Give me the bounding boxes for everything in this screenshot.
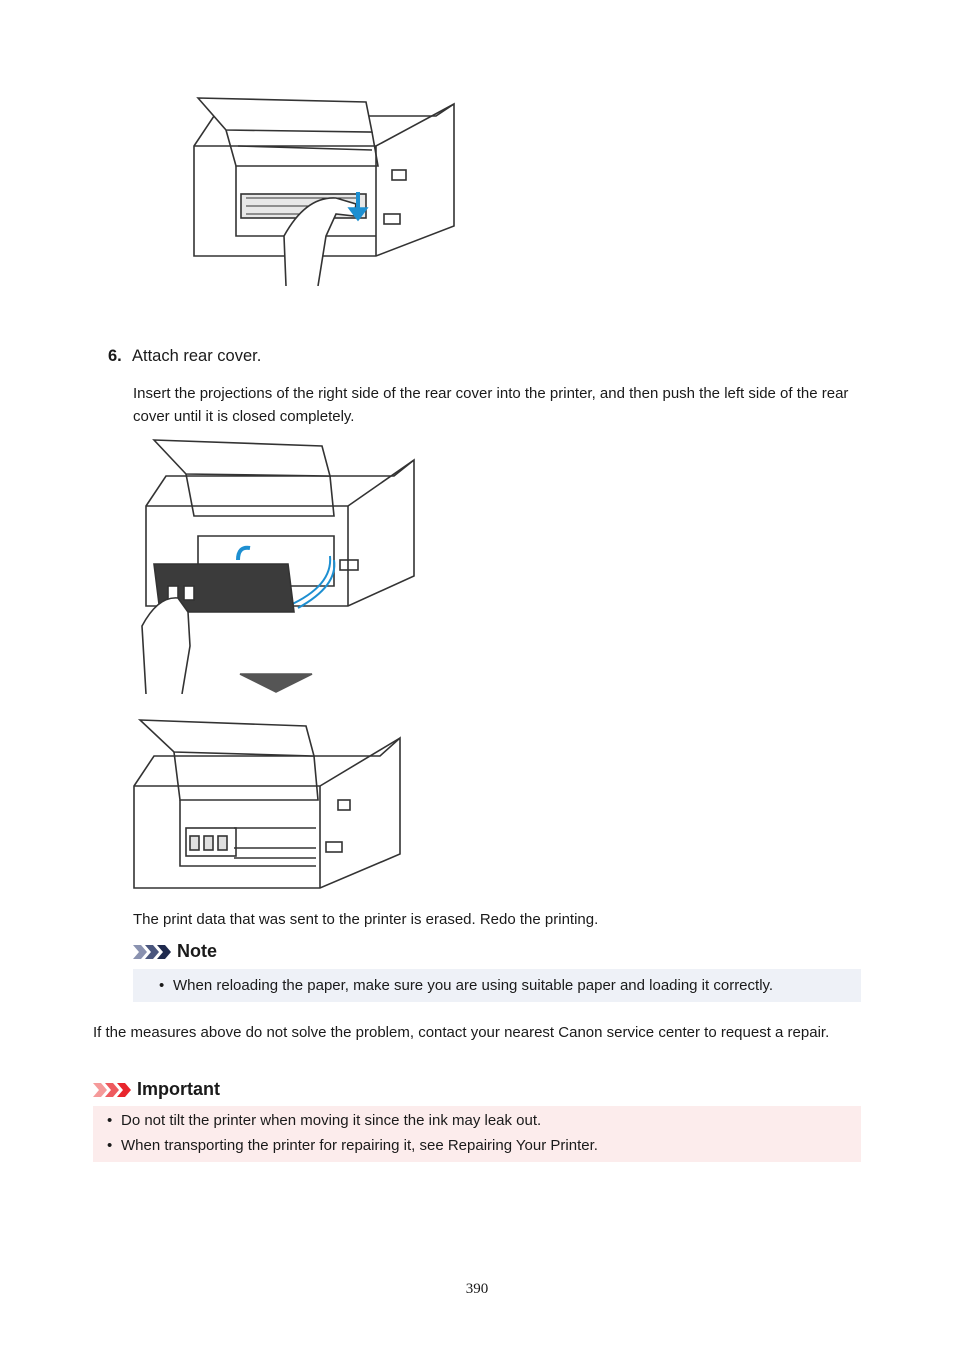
erase-notice: The print data that was sent to the printer is erased. Redo the printing. xyxy=(133,911,599,928)
important-box xyxy=(93,1106,861,1162)
printer-paper-removal-illustration xyxy=(186,86,462,286)
step-6-title xyxy=(108,347,261,366)
important-item: • When transporting the printer for repairing it, see Repairing Your Printer. xyxy=(107,1137,598,1154)
important-title: Important xyxy=(137,1079,220,1099)
step-number: 6. xyxy=(108,347,122,365)
note-item-text: When reloading the paper, make sure you are using suitable paper and loading it correctly. xyxy=(173,977,774,994)
page-number: 390 xyxy=(465,1281,489,1297)
note-heading xyxy=(133,941,217,962)
contact-service-paragraph: If the measures above do not solve the problem, contact your nearest Canon service center to request a repair. xyxy=(93,1024,830,1041)
note-chevron-icon xyxy=(133,943,173,961)
important-item-text: Do not tilt the printer when moving it since the ink may leak out. xyxy=(121,1112,542,1129)
attach-rear-cover-illustration xyxy=(138,436,418,694)
rear-cover-attached-illustration xyxy=(130,716,404,892)
important-chevron-icon xyxy=(93,1081,133,1099)
important-item-text: When transporting the printer for repairing it, see Repairing Your Printer. xyxy=(121,1137,598,1154)
note-title: Note xyxy=(177,941,217,961)
step-label: Attach rear cover. xyxy=(132,347,262,365)
important-heading xyxy=(93,1079,220,1100)
important-item: • Do not tilt the printer when moving it since the ink may leak out. xyxy=(107,1112,542,1129)
note-item: • When reloading the paper, make sure you are using suitable paper and loading it correctly. xyxy=(159,977,774,994)
step-instruction: Insert the projections of the right side of the rear cover into the printer, and then push the left side of the rear cover until it is closed completely. xyxy=(133,385,849,425)
note-box xyxy=(133,969,861,1002)
